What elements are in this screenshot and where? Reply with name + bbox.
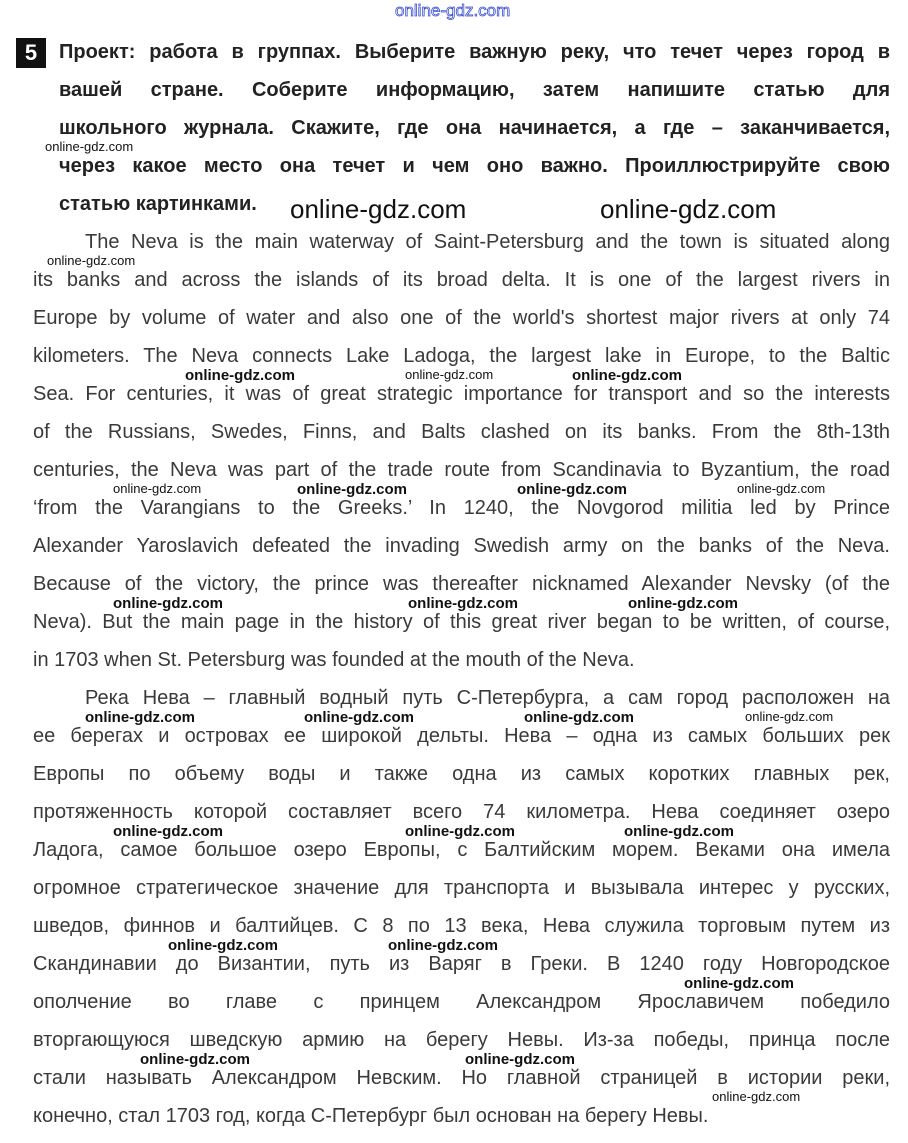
watermark-text: online-gdz.com bbox=[600, 194, 777, 224]
watermark-text: online-gdz.com bbox=[85, 708, 195, 726]
watermark-text: online-gdz.com bbox=[624, 822, 734, 840]
watermark-text: online-gdz.com bbox=[185, 366, 295, 384]
watermark-text: online-gdz.com bbox=[113, 822, 223, 840]
english-line: its banks and across the islands of its broad delta. It is one of the largest rivers in bbox=[33, 269, 890, 291]
watermark-text: online-gdz.com bbox=[465, 1050, 575, 1068]
task-line: школьного журнала. Скажите, где она начинается, а где – заканчивается, bbox=[59, 117, 890, 139]
watermark-text: online-gdz.com bbox=[47, 252, 136, 268]
watermark-text: online-gdz.com bbox=[712, 1088, 801, 1104]
watermark-text: online-gdz.com bbox=[168, 936, 278, 954]
task-line: статью картинками. bbox=[59, 193, 257, 215]
watermark-text: online-gdz.com bbox=[297, 480, 407, 498]
english-line: Neva). But the main page in the history of this great river began to be written, of course, bbox=[33, 611, 890, 633]
russian-line: огромное стратегическое значение для транспорта и вызывала интерес у русских, bbox=[33, 877, 890, 899]
watermark-text: online-gdz.com bbox=[45, 139, 134, 154]
watermark-text: online-gdz.com bbox=[737, 480, 826, 496]
task-line: Проект: работа в группах. Выберите важную реку, что течет через город в bbox=[59, 41, 890, 63]
watermark-text: online-gdz.com bbox=[113, 480, 202, 496]
watermark-text: online-gdz.com bbox=[290, 194, 467, 224]
english-line: centuries, the Neva was part of the trade route from Scandinavia to Byzantium, the road bbox=[33, 459, 890, 481]
russian-line: ее берегах и островах ее широкой дельты. Нева – одна из самых больших рек bbox=[33, 725, 890, 747]
task-number-badge: 5 bbox=[16, 38, 46, 68]
english-line: of the Russians, Swedes, Finns, and Balts clashed on its banks. From the 8th-13th bbox=[33, 421, 890, 443]
russian-line: Ладога, самое большое озеро Европы, с Балтийским морем. Веками она имела bbox=[33, 839, 890, 861]
watermark-text: online-gdz.com bbox=[572, 366, 682, 384]
russian-line: шведов, финнов и балтийцев. С 8 по 13 века, Нева служила торговым путем из bbox=[33, 915, 890, 937]
watermark-text: online-gdz.com bbox=[408, 594, 518, 612]
watermark-text: online-gdz.com bbox=[395, 1, 511, 20]
watermark-text: online-gdz.com bbox=[405, 366, 494, 382]
english-line: ‘from the Varangians to the Greeks.’ In 1240, the Novgorod militia led by Prince bbox=[33, 497, 890, 519]
english-line: kilometers. The Neva connects Lake Ladoga, the largest lake in Europe, to the Baltic bbox=[33, 345, 890, 367]
task-line: вашей стране. Соберите информацию, затем напишите статью для bbox=[59, 79, 890, 101]
russian-line: Река Нева – главный водный путь С-Петербурга, а сам город расположен на bbox=[85, 687, 890, 709]
watermark-text: online-gdz.com bbox=[524, 708, 634, 726]
watermark-text: online-gdz.com bbox=[140, 1050, 250, 1068]
watermark-text: online-gdz.com bbox=[113, 594, 223, 612]
watermark-text: online-gdz.com bbox=[684, 974, 794, 992]
russian-line: Скандинавии до Византии, путь из Варяг в Греки. В 1240 году Новгородское bbox=[33, 953, 890, 975]
russian-line: ополчение во главе с принцем Александром Ярославичем победило bbox=[33, 991, 890, 1013]
english-line: The Neva is the main waterway of Saint-Petersburg and the town is situated along bbox=[85, 231, 890, 253]
watermark-text: online-gdz.com bbox=[304, 708, 414, 726]
russian-line: стали называть Александром Невским. Но главной страницей в истории реки, bbox=[33, 1067, 890, 1089]
watermark-text: online-gdz.com bbox=[517, 480, 627, 498]
english-line: Europe by volume of water and also one of the world's shortest major rivers at only 74 bbox=[33, 307, 890, 329]
task-line: через какое место она течет и чем оно важно. Проиллюстрируйте свою bbox=[59, 155, 890, 177]
english-line: Because of the victory, the prince was thereafter nicknamed Alexander Nevsky (of the bbox=[33, 573, 890, 595]
watermark-text: online-gdz.com bbox=[388, 936, 498, 954]
russian-line: вторгающуюся шведскую армию на берегу Невы. Из-за победы, принца после bbox=[33, 1029, 890, 1051]
watermark-text: online-gdz.com bbox=[405, 822, 515, 840]
english-line: Alexander Yaroslavich defeated the invading Swedish army on the banks of the Neva. bbox=[33, 535, 890, 557]
english-line: in 1703 when St. Petersburg was founded at the mouth of the Neva. bbox=[33, 649, 635, 671]
russian-line: конечно, стал 1703 год, когда С-Петербург был основан на берегу Невы. bbox=[33, 1105, 709, 1127]
english-line: Sea. For centuries, it was of great strategic importance for transport and so the interests bbox=[33, 383, 890, 405]
watermark-text: online-gdz.com bbox=[628, 594, 738, 612]
russian-line: Европы по объему воды и также одна из самых коротких главных рек, bbox=[33, 763, 890, 785]
russian-line: протяженность которой составляет всего 74 километра. Нева соединяет озеро bbox=[33, 801, 890, 823]
watermark-text: online-gdz.com bbox=[745, 708, 834, 724]
